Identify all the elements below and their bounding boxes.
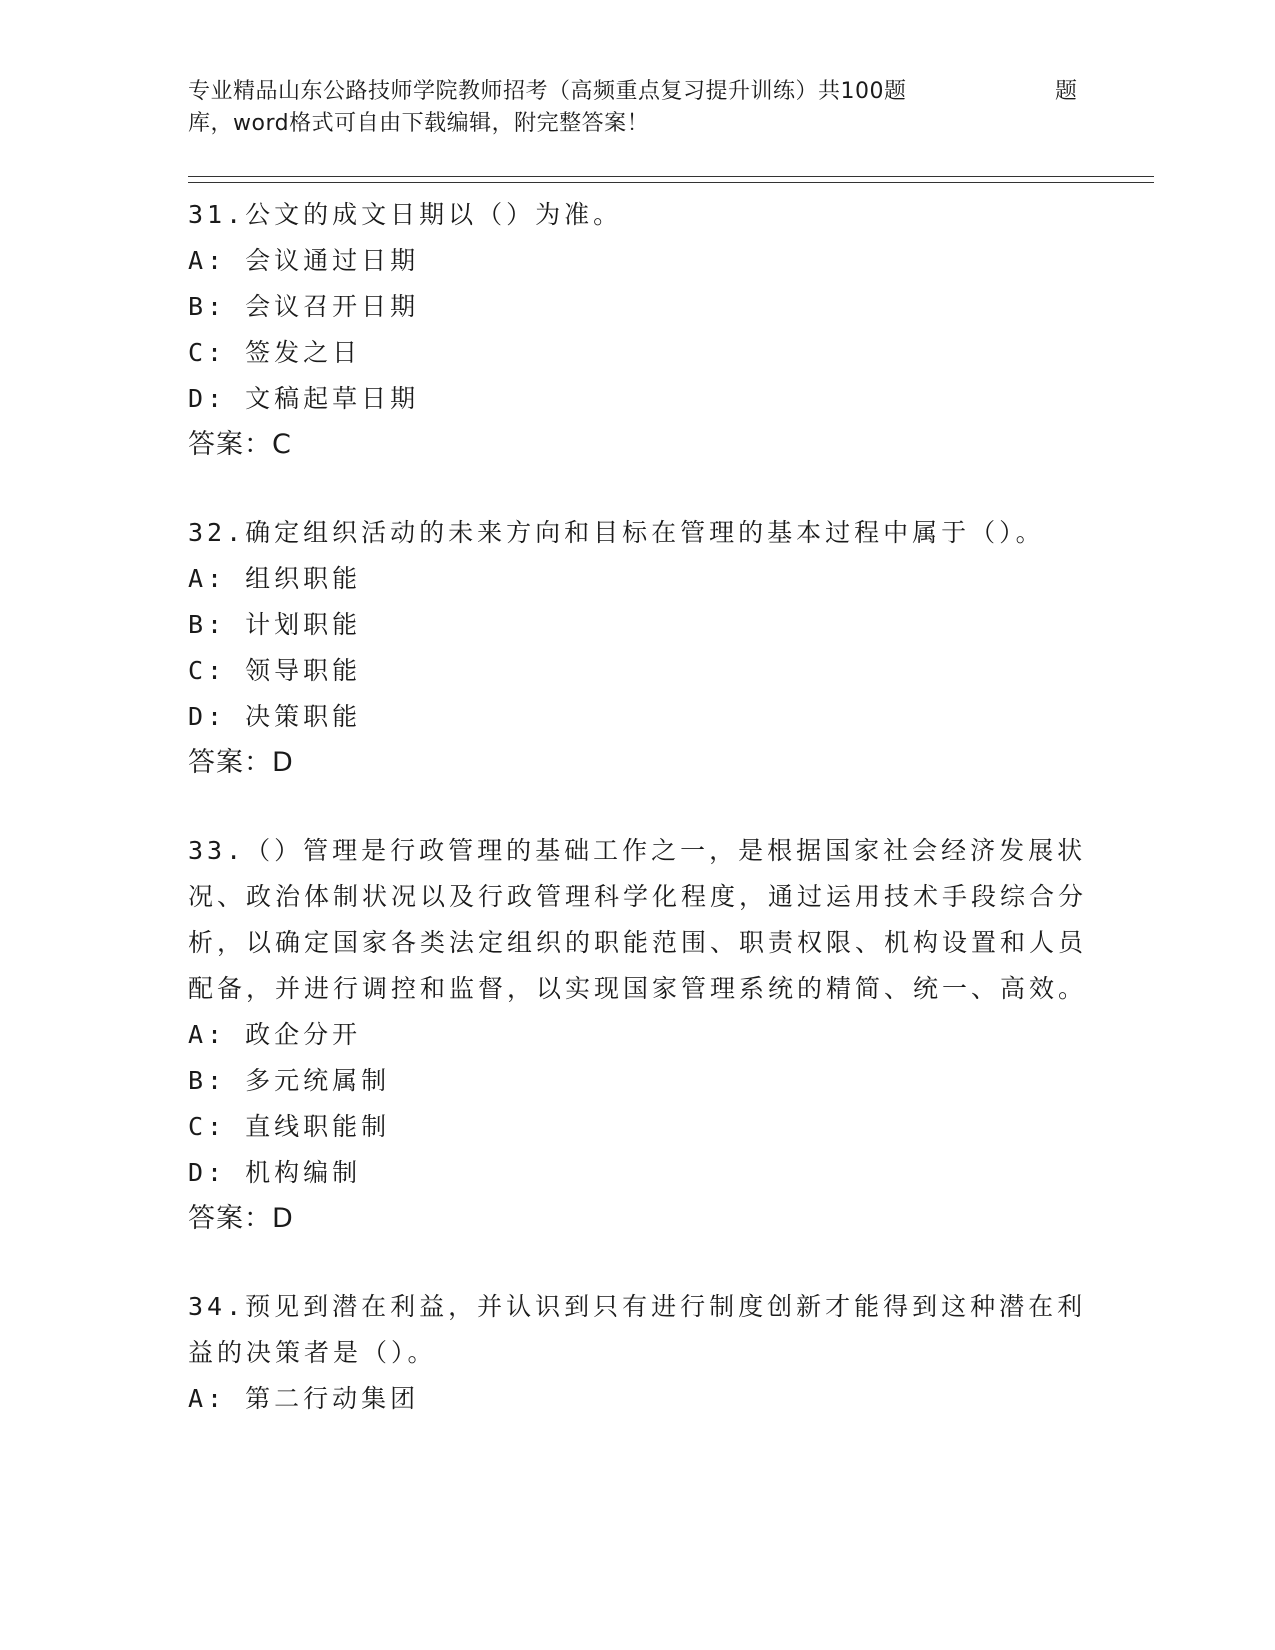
option-a: A: 会议通过日期 (188, 246, 420, 275)
option-c: C: 签发之日 (188, 338, 362, 367)
option-d: D: 机构编制 (188, 1158, 362, 1187)
option-c: C: 直线职能制 (188, 1112, 391, 1141)
header-divider-top (188, 176, 1154, 177)
option-a: A: 政企分开 (188, 1020, 362, 1049)
option-d: D: 决策职能 (188, 702, 362, 731)
answer: 答案：C (188, 429, 292, 460)
option-d: D: 文稿起草日期 (188, 384, 420, 413)
answer: 答案：D (188, 1203, 294, 1234)
question-31 (188, 192, 1088, 468)
header-divider-bottom (188, 182, 1154, 183)
answer: 答案：D (188, 747, 294, 778)
option-a: A: 第二行动集团 (188, 1384, 420, 1413)
question-text: 31.公文的成文日期以（）为准。 (188, 200, 623, 229)
question-32 (188, 510, 1088, 786)
question-list (188, 192, 1088, 1422)
option-b: B: 会议召开日期 (188, 292, 420, 321)
question-text: 34.预见到潜在利益，并认识到只有进行制度创新才能得到这种潜在利益的决策者是（）。 (188, 1292, 1087, 1367)
question-text: 33.（）管理是行政管理的基础工作之一，是根据国家社会经济发展状况、政治体制状况以及行政管理科学化程度，通过运用技术手段综合分析，以确定国家各类法定组织的职能范围、职责权限、机构设置和人员配备，并进行调控和监督，以实现国家管理系统的精简、统一、高效。 (188, 836, 1088, 1003)
option-b: B: 计划职能 (188, 610, 362, 639)
header-line-1: 专业精品山东公路技师学院教师招考（高频重点复习提升训练）共100题 (188, 79, 907, 104)
header-line-1-tail: 题 (1055, 79, 1078, 104)
document-header (188, 76, 1088, 140)
question-text: 32.确定组织活动的未来方向和目标在管理的基本过程中属于（）。 (188, 518, 1045, 547)
question-33 (188, 828, 1088, 1242)
option-b: B: 多元统属制 (188, 1066, 391, 1095)
option-c: C: 领导职能 (188, 656, 362, 685)
question-34 (188, 1284, 1088, 1422)
header-line-2: 库，word格式可自由下载编辑，附完整答案！ (188, 111, 650, 136)
option-a: A: 组织职能 (188, 564, 362, 593)
